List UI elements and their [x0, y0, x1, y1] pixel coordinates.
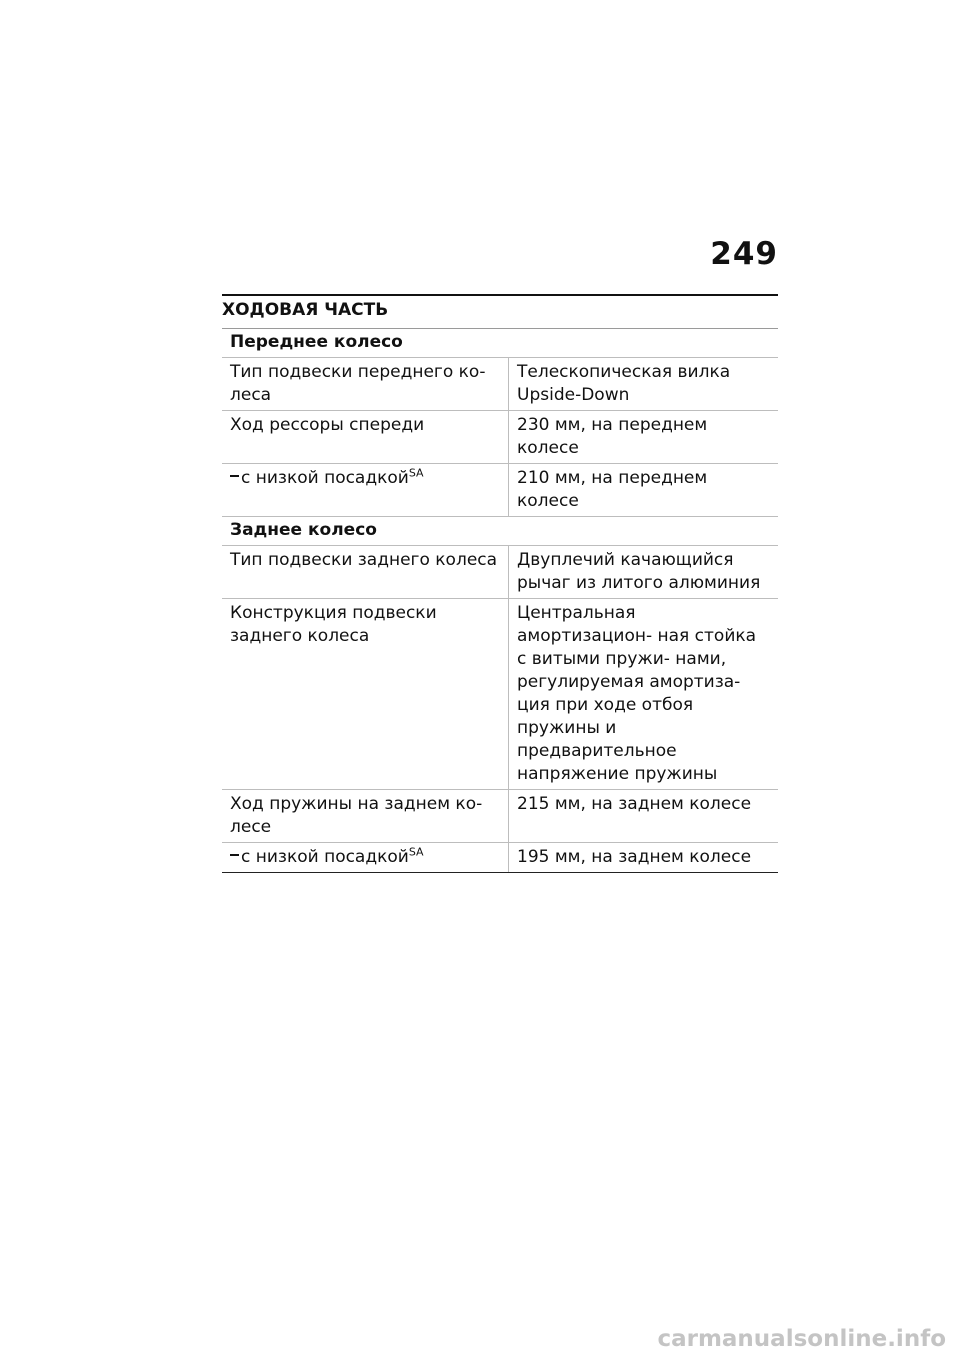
rear-suspension-type-label: Тип подвески заднего колеса — [222, 546, 509, 598]
table-row — [222, 464, 778, 517]
rear-suspension-design-value: Центральная амортизацион- ная стойка с витыми пружи- нами, регулируемая амортиза- ция при ходе отбоя пружины и предварительное напряжение пружины — [517, 603, 757, 784]
front-low-seat-label — [222, 464, 509, 516]
watermark: carmanualsonline.info — [657, 1326, 946, 1352]
front-suspension-type-label: Тип подвески переднего ко- леса — [222, 358, 509, 410]
front-wheel-heading: Переднее колесо — [222, 329, 778, 358]
front-travel-label: Ход рессоры спереди — [222, 411, 509, 463]
table-row — [222, 411, 778, 464]
front-suspension-type-value: Телескопическая вилка Upside-Down — [517, 362, 731, 405]
rear-low-seat-value: 195 мм, на заднем колесе — [517, 847, 752, 867]
rear-suspension-design-label: Конструкция подвески заднего колеса — [222, 599, 509, 789]
table-row — [222, 790, 778, 843]
rear-low-seat-label — [222, 843, 509, 872]
dash-icon — [230, 854, 239, 856]
sa-superscript: SA — [408, 845, 424, 859]
front-low-seat-value: 210 мм, на переднем колесе — [517, 468, 708, 511]
table-row — [222, 843, 778, 873]
sa-superscript: SA — [408, 466, 424, 480]
table-row — [222, 546, 778, 599]
dash-icon — [230, 475, 239, 477]
table-row — [222, 358, 778, 411]
front-low-seat-text: с низкой посадкой — [241, 468, 409, 488]
table-row — [222, 599, 778, 790]
rear-travel-label: Ход пружины на заднем ко- лесе — [222, 790, 509, 842]
rear-suspension-type-value: Двуплечий качающийся рычаг из литого алюминия — [517, 550, 761, 593]
rear-low-seat-text: с низкой посадкой — [241, 847, 409, 867]
front-travel-value: 230 мм, на переднем колесе — [517, 415, 708, 458]
page-number: 249 — [710, 236, 778, 272]
rear-travel-value: 215 мм, на заднем колесе — [517, 794, 752, 814]
section-title: ХОДОВАЯ ЧАСТЬ — [222, 294, 778, 320]
rear-wheel-heading: Заднее колесо — [222, 517, 778, 546]
specs-table — [222, 328, 778, 873]
